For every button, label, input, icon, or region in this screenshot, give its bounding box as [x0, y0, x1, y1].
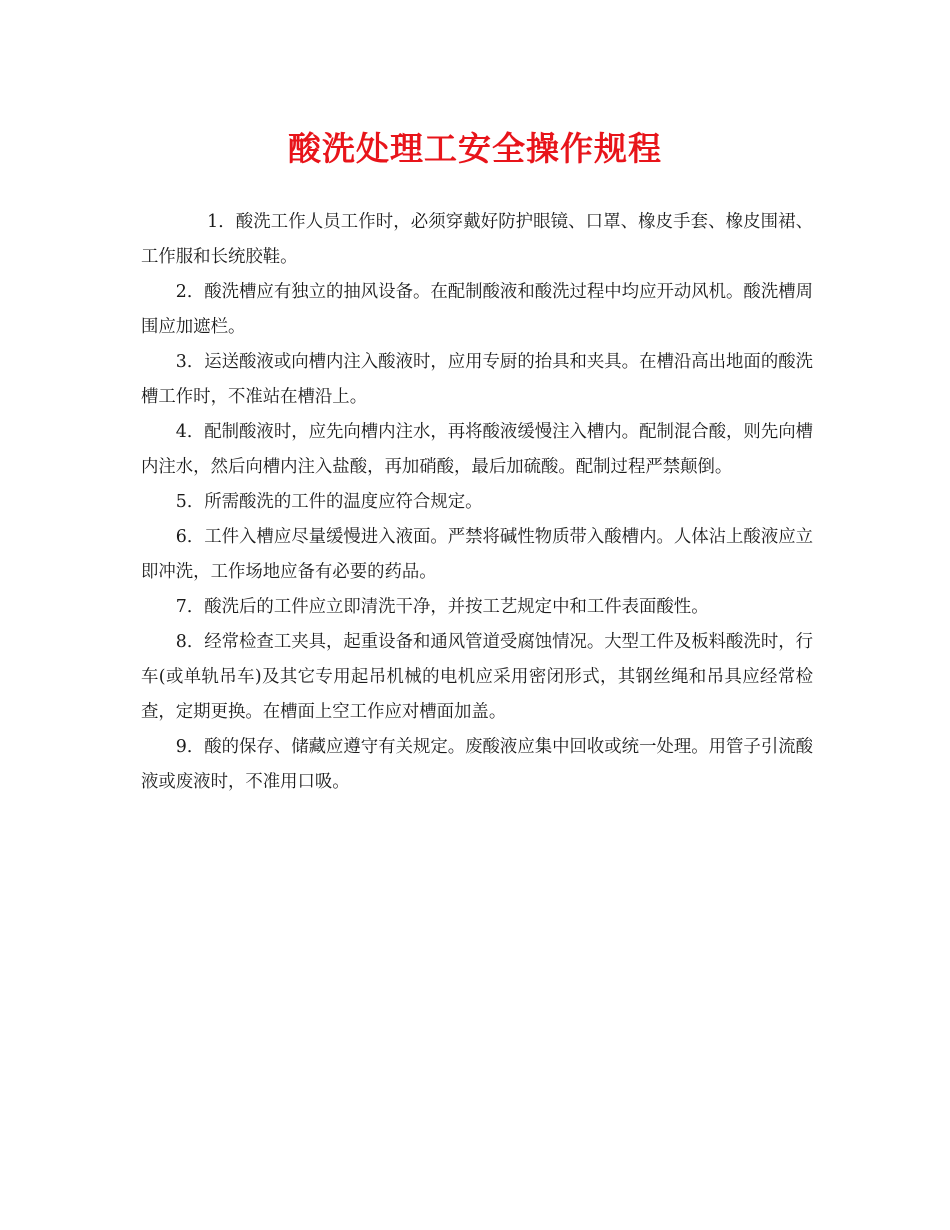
document-body	[141, 205, 813, 800]
rule-paragraph-8: 8．经常检查工夹具，起重设备和通风管道受腐蚀情况。大型工件及板料酸洗时，行车(或单轨吊车)及其它专用起吊机械的电机应采用密闭形式，其钢丝绳和吊具应经常检查，定期更换。在槽面上空工作应对槽面加盖。	[141, 632, 813, 722]
rule-paragraph-2: 2．酸洗槽应有独立的抽风设备。在配制酸液和酸洗过程中均应开动风机。酸洗槽周围应加遮栏。	[141, 282, 813, 337]
rule-paragraph-1: 1．酸洗工作人员工作时，必须穿戴好防护眼镜、口罩、橡皮手套、橡皮围裙、工作服和长统胶鞋。	[141, 212, 813, 267]
rule-paragraph-6: 6．工件入槽应尽量缓慢进入液面。严禁将碱性物质带入酸槽内。人体沾上酸液应立即冲洗，工作场地应备有必要的药品。	[141, 527, 813, 582]
rule-paragraph-7: 7．酸洗后的工件应立即清洗干净，并按工艺规定中和工件表面酸性。	[175, 597, 709, 617]
rule-paragraph-9: 9．酸的保存、储藏应遵守有关规定。废酸液应集中回收或统一处理。用管子引流酸液或废液时，不准用口吸。	[141, 737, 813, 792]
rule-paragraph-4: 4．配制酸液时，应先向槽内注水，再将酸液缓慢注入槽内。配制混合酸，则先向槽内注水，然后向槽内注入盐酸，再加硝酸，最后加硫酸。配制过程严禁颠倒。	[141, 422, 813, 477]
page-title: 酸洗处理工安全操作规程	[288, 129, 662, 168]
rule-paragraph-5: 5．所需酸洗的工件的温度应符合规定。	[175, 492, 483, 512]
rule-paragraph-3: 3．运送酸液或向槽内注入酸液时，应用专厨的抬具和夹具。在槽沿高出地面的酸洗槽工作时，不准站在槽沿上。	[141, 352, 813, 407]
